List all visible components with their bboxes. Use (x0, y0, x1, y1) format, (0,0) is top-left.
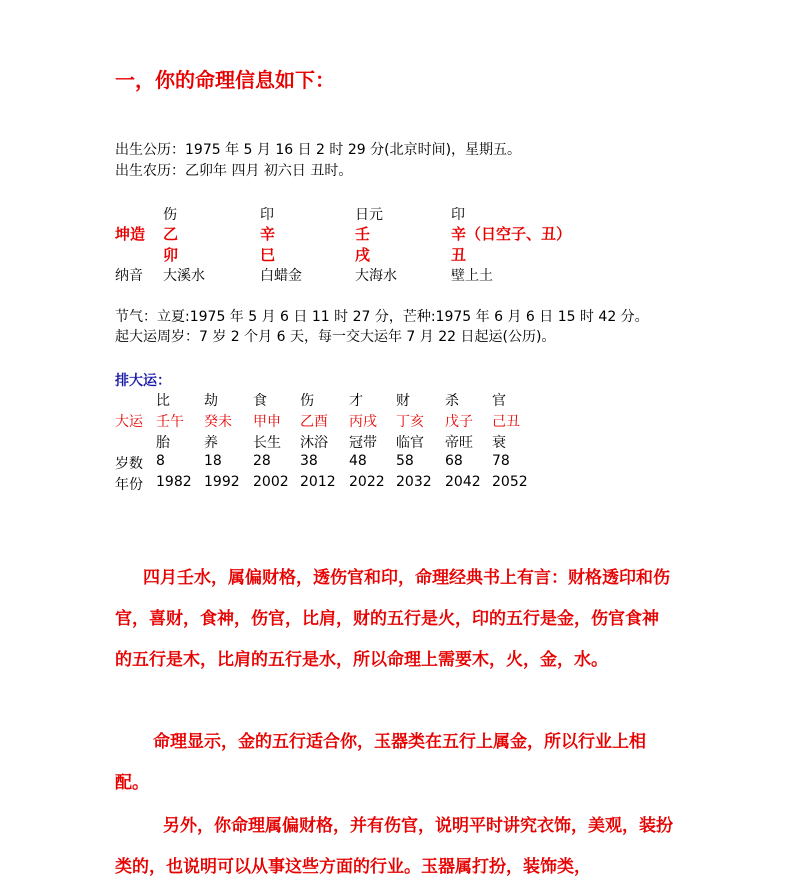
dayun-stage: 冠带 (349, 435, 377, 451)
dayun-year: 2052 (492, 474, 528, 490)
dayun-year: 1982 (156, 474, 192, 490)
dayun-stage: 帝旺 (445, 435, 473, 451)
bazi-stem: 辛（日空子、丑） (451, 225, 572, 243)
dayun-pillar: 乙酉 (300, 414, 328, 430)
dayun-stage: 衰 (492, 435, 506, 451)
nayin-value: 大海水 (355, 268, 397, 284)
dayun-age: 48 (349, 453, 367, 469)
nayin-value: 白蜡金 (260, 268, 302, 284)
page-title: 一，你的命理信息如下： (115, 68, 335, 92)
nayin-label: 纳音 (115, 268, 143, 284)
dayun-god: 财 (396, 393, 410, 409)
bazi-god: 印 (260, 207, 274, 223)
dayun-year: 2022 (349, 474, 385, 490)
bazi-branch: 丑 (451, 246, 467, 264)
dayun-god: 才 (349, 393, 363, 409)
dayun-stage: 临官 (396, 435, 424, 451)
dayun-age: 18 (204, 453, 222, 469)
dayun-stage: 养 (204, 435, 218, 451)
dayun-god: 官 (492, 393, 506, 409)
dayun-pillar: 丁亥 (396, 414, 424, 430)
analysis-paragraph: 另外，你命理属偏财格，并有伤官，说明平时讲究衣饰，美观，装扮类的，也说明可以从事这些方面的行业。玉器属打扮，装饰类， (115, 816, 673, 877)
dayun-god: 比 (156, 393, 170, 409)
dayun-year: 2002 (253, 474, 289, 490)
bazi-branch: 卯 (163, 246, 179, 264)
nayin-value: 壁上土 (451, 268, 493, 284)
birth-lunar: 出生农历：乙卯年 四月 初六日 丑时。 (115, 163, 353, 179)
dayun-stage: 沐浴 (300, 435, 328, 451)
bazi-branch: 戌 (355, 246, 371, 264)
bazi-god: 印 (451, 207, 465, 223)
bazi-stem: 壬 (355, 225, 371, 243)
analysis-paragraph: 四月壬水，属偏财格，透伤官和印，命理经典书上有言：财格透印和伤官，喜财，食神，伤官，比肩，财的五行是火，印的五行是金，伤官食神的五行是木，比肩的五行是水，所以命理上需要木，火，金，水。 (115, 568, 670, 670)
qiyun-line: 起大运周岁：7 岁 2 个月 6 天，每一交大运年 7 月 22 日起运(公历)。 (115, 329, 556, 345)
birth-solar: 出生公历：1975 年 5 月 16 日 2 时 29 分(北京时间)，星期五。 (115, 142, 522, 158)
bazi-label: 坤造 (115, 225, 146, 243)
dayun-age: 38 (300, 453, 318, 469)
dayun-pillar: 壬午 (156, 414, 184, 430)
year-label: 年份 (115, 477, 143, 493)
dayun-pillar: 己丑 (492, 414, 520, 430)
dayun-age: 78 (492, 453, 510, 469)
dayun-stage: 长生 (253, 435, 281, 451)
analysis-paragraph: 命理显示，金的五行适合你，玉器类在五行上属金，所以行业上相配。 (115, 732, 646, 793)
dayun-pillar: 丙戌 (349, 414, 377, 430)
dayun-age: 8 (156, 453, 165, 469)
dayun-god: 杀 (445, 393, 459, 409)
dayun-year: 2032 (396, 474, 432, 490)
dayun-year: 1992 (204, 474, 240, 490)
dayun-year: 2042 (445, 474, 481, 490)
bazi-branch: 巳 (260, 246, 276, 264)
dayun-age: 28 (253, 453, 271, 469)
dayun-heading: 排大运： (115, 373, 171, 389)
bazi-stem: 乙 (163, 225, 179, 243)
bazi-god: 伤 (163, 207, 177, 223)
jieqi-line: 节气：立夏:1975 年 5 月 6 日 11 时 27 分，芒种:1975 年 6 月 6 日 15 时 42 分。 (115, 309, 649, 325)
dayun-year: 2012 (300, 474, 336, 490)
dayun-god: 伤 (300, 393, 314, 409)
dayun-pillar: 戊子 (445, 414, 473, 430)
dayun-age: 68 (445, 453, 463, 469)
dayun-pillar: 癸未 (204, 414, 232, 430)
bazi-god: 日元 (355, 207, 383, 223)
age-label: 岁数 (115, 456, 143, 472)
dayun-label: 大运 (115, 414, 143, 430)
bazi-stem: 辛 (260, 225, 276, 243)
dayun-god: 劫 (204, 393, 218, 409)
nayin-value: 大溪水 (163, 268, 205, 284)
dayun-pillar: 甲申 (253, 414, 281, 430)
dayun-age: 58 (396, 453, 414, 469)
dayun-stage: 胎 (156, 435, 170, 451)
dayun-god: 食 (253, 393, 267, 409)
